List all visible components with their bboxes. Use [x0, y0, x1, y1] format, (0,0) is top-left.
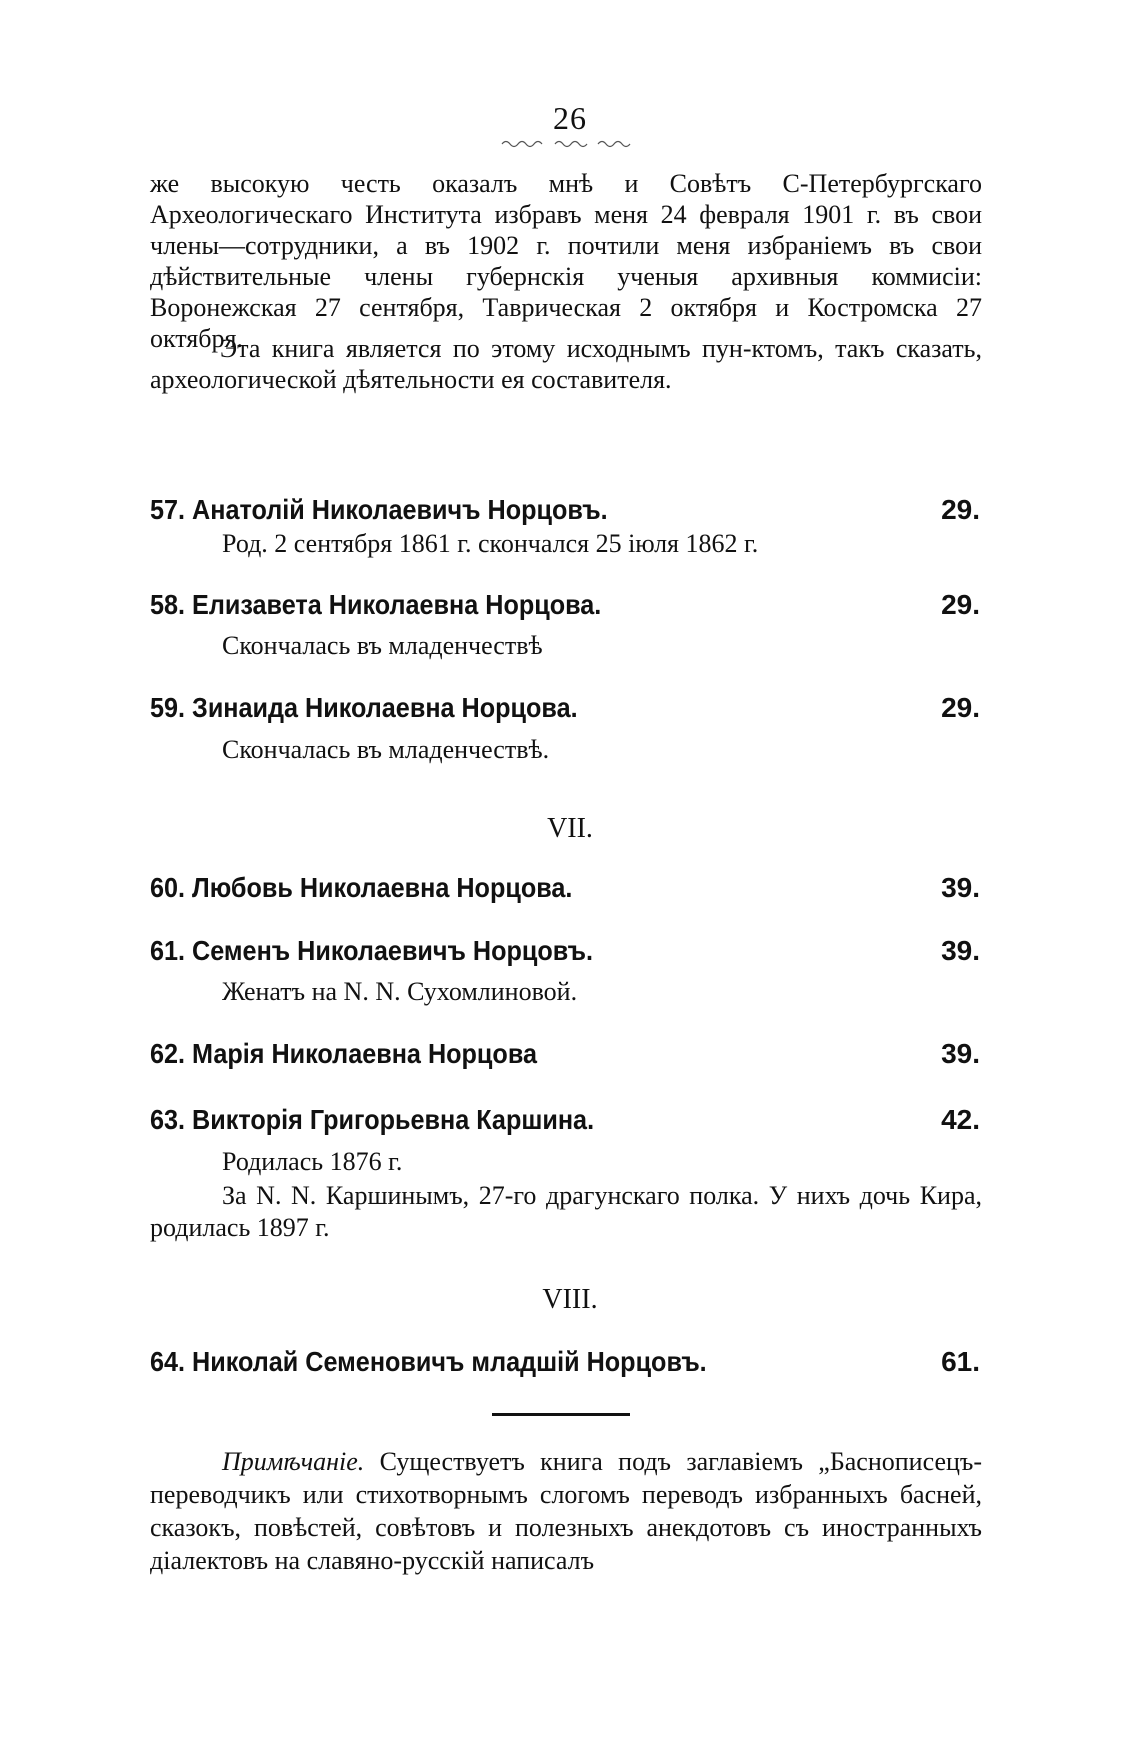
entry-59-page: 29.	[941, 692, 980, 723]
decorative-ornament	[500, 138, 635, 148]
entry-57-page: 29.	[941, 494, 980, 525]
entry-58-note: Скончалась въ младенчествѣ	[222, 631, 543, 660]
section-viii-heading: VIII.	[542, 1284, 598, 1315]
entry-64-title: 64. Николай Семеновичъ младшій Норцовъ.	[150, 1346, 707, 1377]
entry-60-page: 39.	[941, 872, 980, 903]
divider-rule	[492, 1413, 630, 1416]
footnote-label: Примѣчаніе.	[222, 1447, 365, 1476]
entry-58-title: 58. Елизавета Николаевна Норцова.	[150, 589, 602, 620]
page-number: 26	[553, 100, 587, 136]
section-vii-heading: VII.	[547, 813, 593, 844]
footnote-text: Существуетъ книга подъ заглавіемъ „Баснописецъ-переводчикъ или стихотворнымъ слогомъ переводъ избранныхъ басней, сказокъ, повѣстей, совѣтовъ и полезныхъ анекдотовъ съ иностранныхъ діалектовъ на славяно-русскій написалъ	[150, 1447, 982, 1575]
entry-64-page: 61.	[941, 1346, 980, 1377]
footnote	[150, 1445, 982, 1577]
entry-63-note-birth: Родилась 1876 г.	[222, 1147, 403, 1176]
entry-62-page: 39.	[941, 1038, 980, 1069]
entry-59-title: 59. Зинаида Николаевна Норцова.	[150, 692, 578, 723]
intro-paragraph-2: Эта книга является по этому исходнымъ пун-ктомъ, такъ сказать, археологической дѣятельности ея составителя.	[150, 334, 982, 394]
entry-63-title: 63. Викторія Григорьевна Каршина.	[150, 1104, 595, 1135]
entry-59-note: Скончалась въ младенчествѣ.	[222, 735, 550, 764]
entry-61-note: Женатъ на N. N. Сухомлиновой.	[222, 977, 578, 1006]
entry-57-title: 57. Анатолій Николаевичъ Норцовъ.	[150, 494, 608, 525]
entry-58-page: 29.	[941, 589, 980, 620]
entry-62-title: 62. Марія Николаевна Норцова	[150, 1038, 537, 1069]
entry-61-page: 39.	[941, 935, 980, 966]
entry-63-page: 42.	[941, 1104, 980, 1135]
entry-63-note-marriage: За N. N. Каршинымъ, 27-го драгунскаго полка. У нихъ дочь Кира, родилась 1897 г.	[150, 1181, 982, 1242]
intro-paragraph-1: же высокую честь оказалъ мнѣ и Совѣтъ С-Петербургскаго Археологическаго Института избравъ меня 24 февраля 1901 г. въ свои члены—сотрудники, а въ 1902 г. почтили меня избраніемъ въ свои дѣйствительные члены губернскія ученыя архивныя коммисіи: Воронежская 27 сентября, Таврическая 2 октября и Костромска 27 октября.	[150, 169, 982, 353]
entry-57-note: Род. 2 сентября 1861 г. скончался 25 іюля 1862 г.	[222, 529, 759, 558]
entry-60-title: 60. Любовь Николаевна Норцова.	[150, 872, 573, 903]
entry-61-title: 61. Семенъ Николаевичъ Норцовъ.	[150, 935, 594, 966]
